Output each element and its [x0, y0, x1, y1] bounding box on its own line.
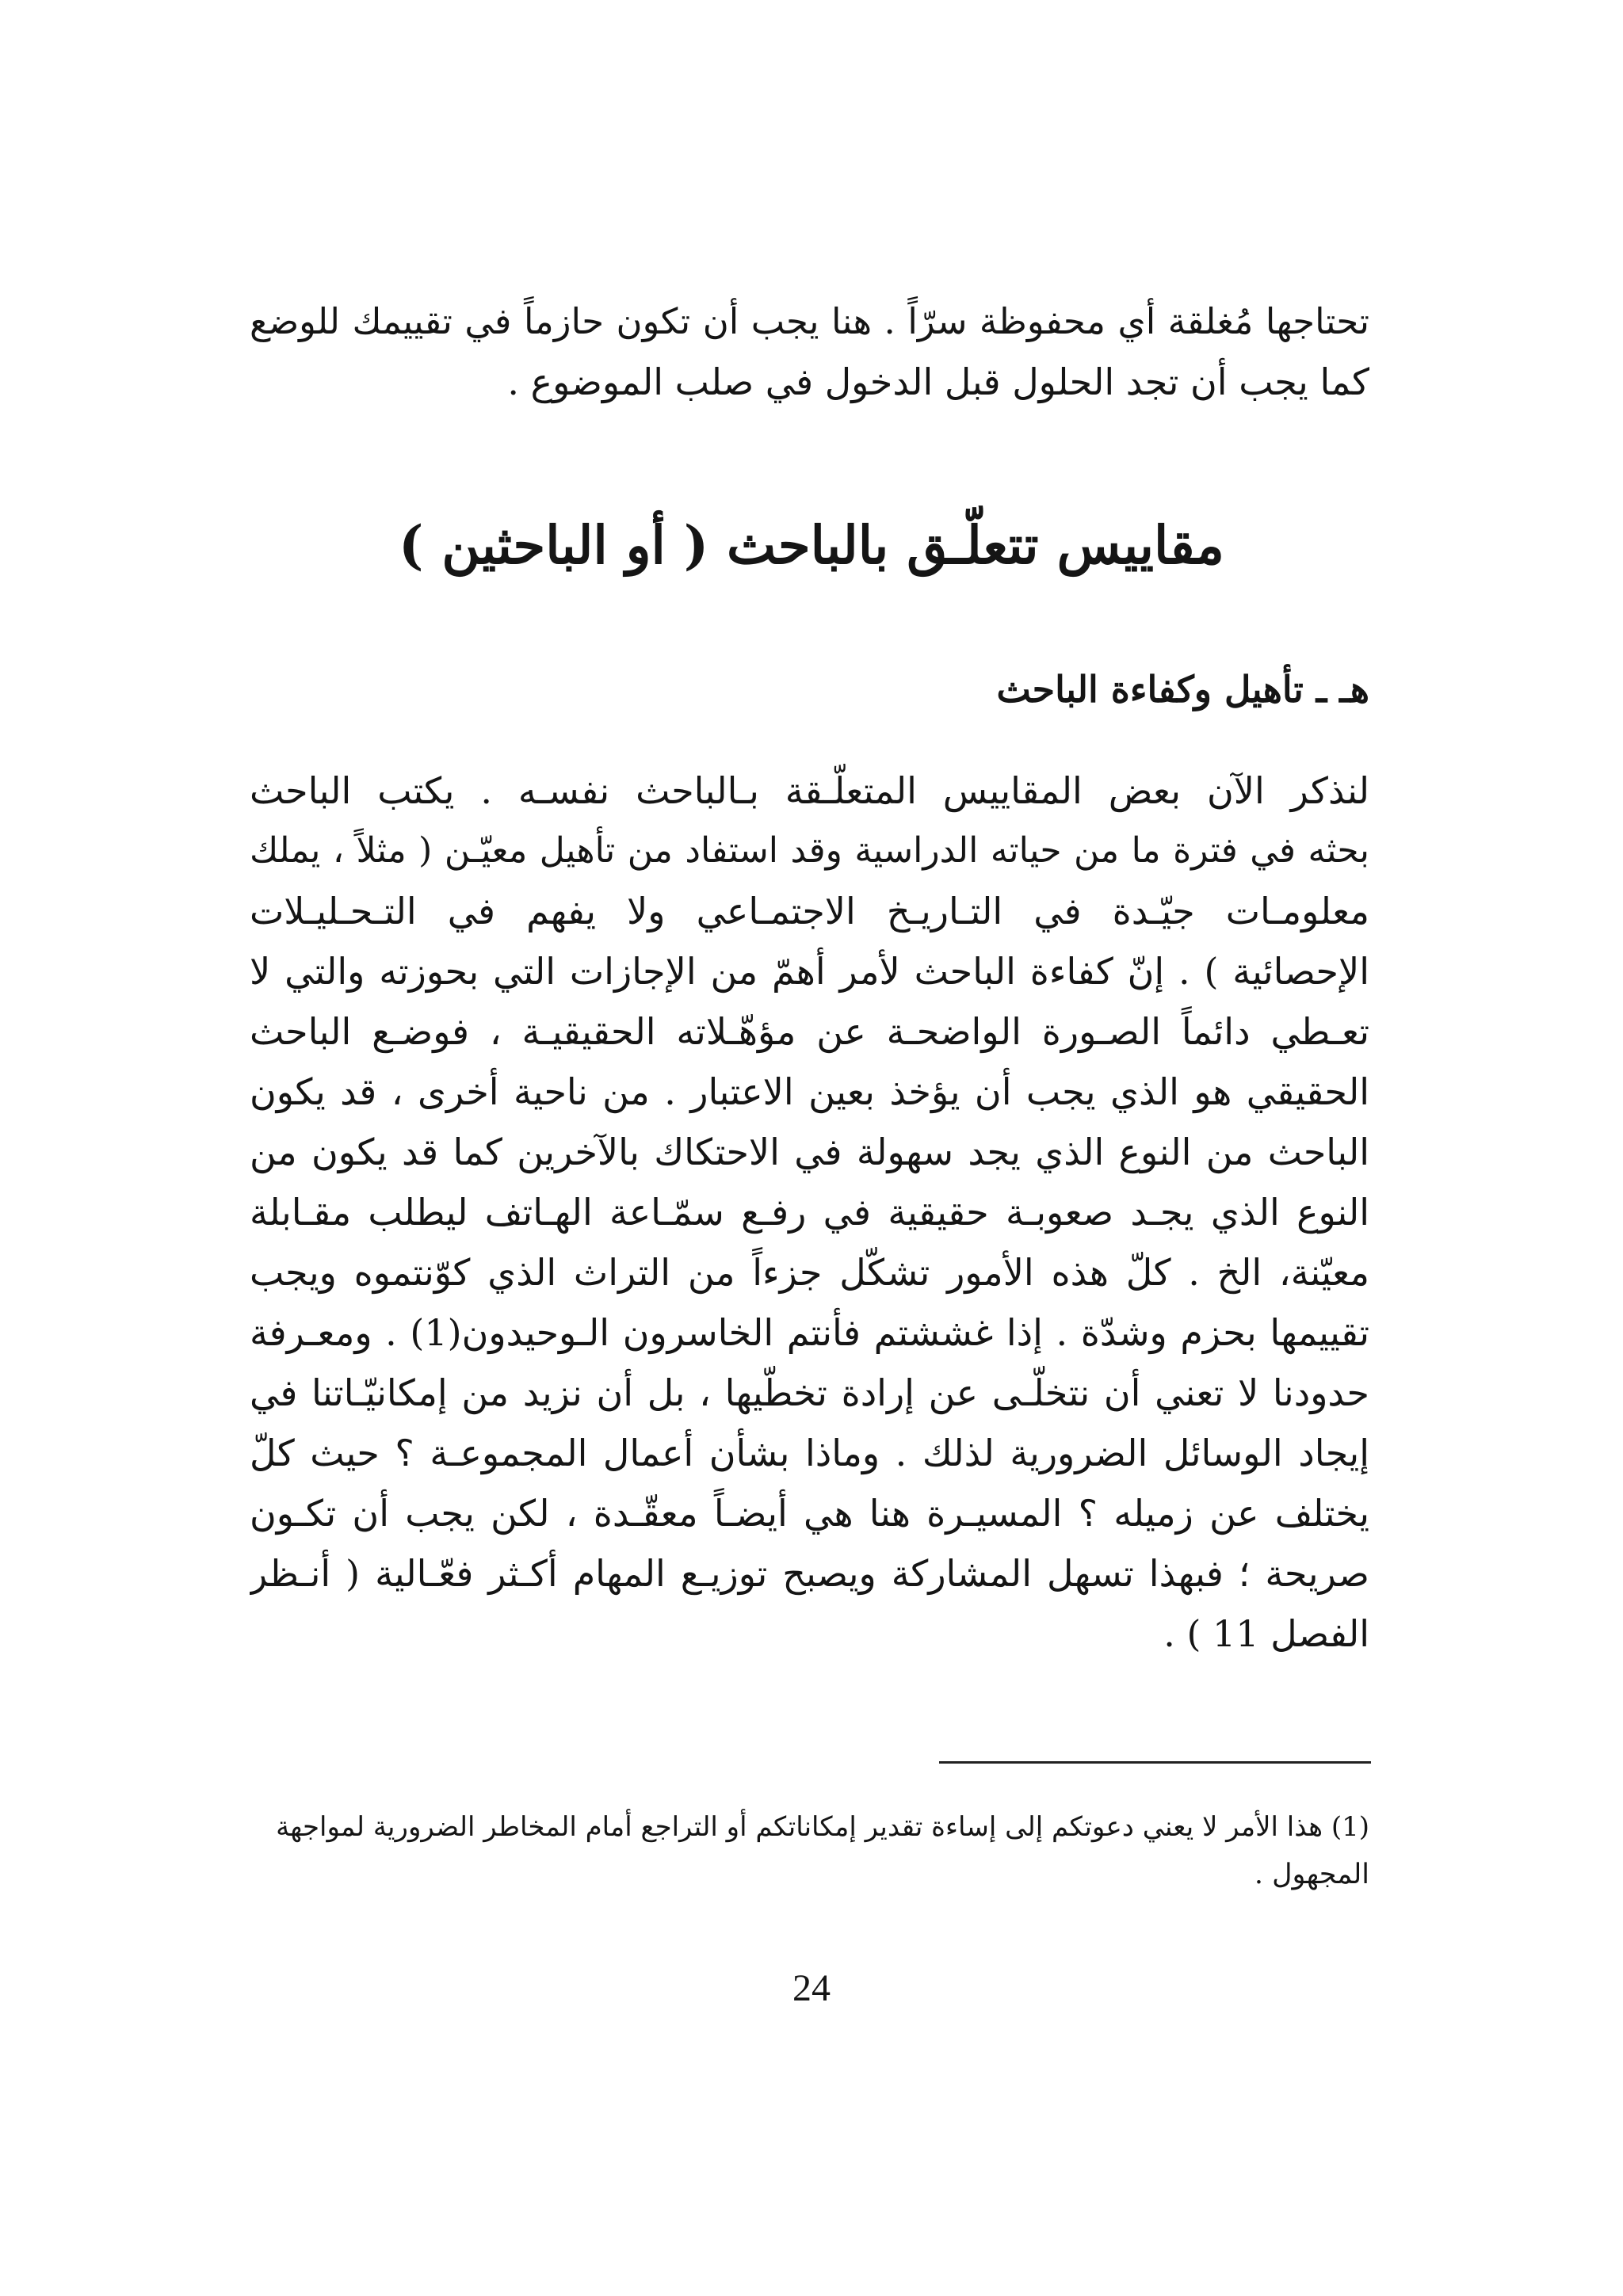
footnote [250, 1803, 1369, 1898]
body-line: معيّنة، الخ . كلّ هذه الأمور تشكّل جزءاً من التراث الذي كوّنتموه ويجب [250, 1251, 1369, 1294]
intro-line: تحتاجها مُغلقة أي محفوظة سرّاً . هنا يجب أن تكون حازماً في تقييمك للوضع [250, 300, 1369, 342]
body-line: بحثه في فترة ما من حياته الدراسية وقد استفاد من تأهيل معيّـن ( مثلاً ، يملك [250, 830, 1369, 871]
footnote-line: المجهول . [1254, 1859, 1369, 1890]
body-line: حدودنا لا تعني أن نتخلّـى عن إرادة تخطّيها ، بل أن نزيد من إمكانيّـاتنا في [250, 1371, 1369, 1414]
footnote-divider [939, 1761, 1371, 1764]
body-line: الحقيقي هو الذي يجب أن يؤخذ بعين الاعتبار . من ناحية أخرى ، قد يكون [250, 1070, 1369, 1113]
body-line: الباحث من النوع الذي يجد سهولة في الاحتكاك بالآخرين كما قد يكون من [250, 1131, 1369, 1173]
body-line: يختلف عن زميله ؟ المسيـرة هنا هي أيضـاً معقّـدة ، لكن يجب أن تكـون [250, 1492, 1369, 1535]
footnote-line: (1) هذا الأمر لا يعني دعوتكم إلى إساءة تقدير إمكاناتكم أو التراجع أمام المخاطر الضرورية لمواجهة [276, 1811, 1369, 1843]
body-line: معلومـات جيّـدة في التـاريـخ الاجتمـاعي ولا يفهم في التـحـليـلات [250, 890, 1369, 933]
body-line: تعـطي دائماً الصـورة الواضحـة عن مؤهّـلاته الحقيقيـة ، فوضـع الباحث [250, 1010, 1369, 1053]
body-line: تقييمها بحزم وشدّة . إذا غششتم فأنتم الخاسرون الـوحيدون(1) . ومعـرفة [250, 1311, 1369, 1354]
body-line: لنذكر الآن بعض المقاييس المتعلّـقة بـالباحث نفسـه . يكتب الباحث [250, 769, 1369, 812]
subsection-title: هـ ـ تأهيل وكفاءة الباحث [996, 668, 1369, 711]
section-title: مقاييس تتعلّـق بالباحث ( أو الباحثين ) [399, 514, 1224, 576]
body-line: إيجاد الوسائل الضرورية لذلك . وماذا بشأن أعمال المجموعـة ؟ حيث كلّ [250, 1432, 1369, 1474]
body-line: صريحة ؛ فبهذا تسهل المشاركة ويصبح توزيـع المهام أكـثر فعّـالية ( أنـظر [250, 1552, 1369, 1595]
body-paragraph [250, 761, 1369, 1664]
body-line: الإحصائية ) . إنّ كفاءة الباحث لأمر أهمّ من الإجازات التي بحوزته والتي لا [250, 950, 1369, 993]
page-number: 24 [792, 1967, 831, 2009]
body-line: النوع الذي يجـد صعوبـة حقيقية في رفـع سمّـاعة الهـاتف ليطلب مقـابلة [250, 1191, 1369, 1234]
intro-line: كما يجب أن تجد الحلول قبل الدخول في صلب الموضوع . [507, 360, 1369, 403]
body-line: الفصل 11 ) . [1163, 1612, 1369, 1655]
intro-paragraph [250, 292, 1369, 412]
